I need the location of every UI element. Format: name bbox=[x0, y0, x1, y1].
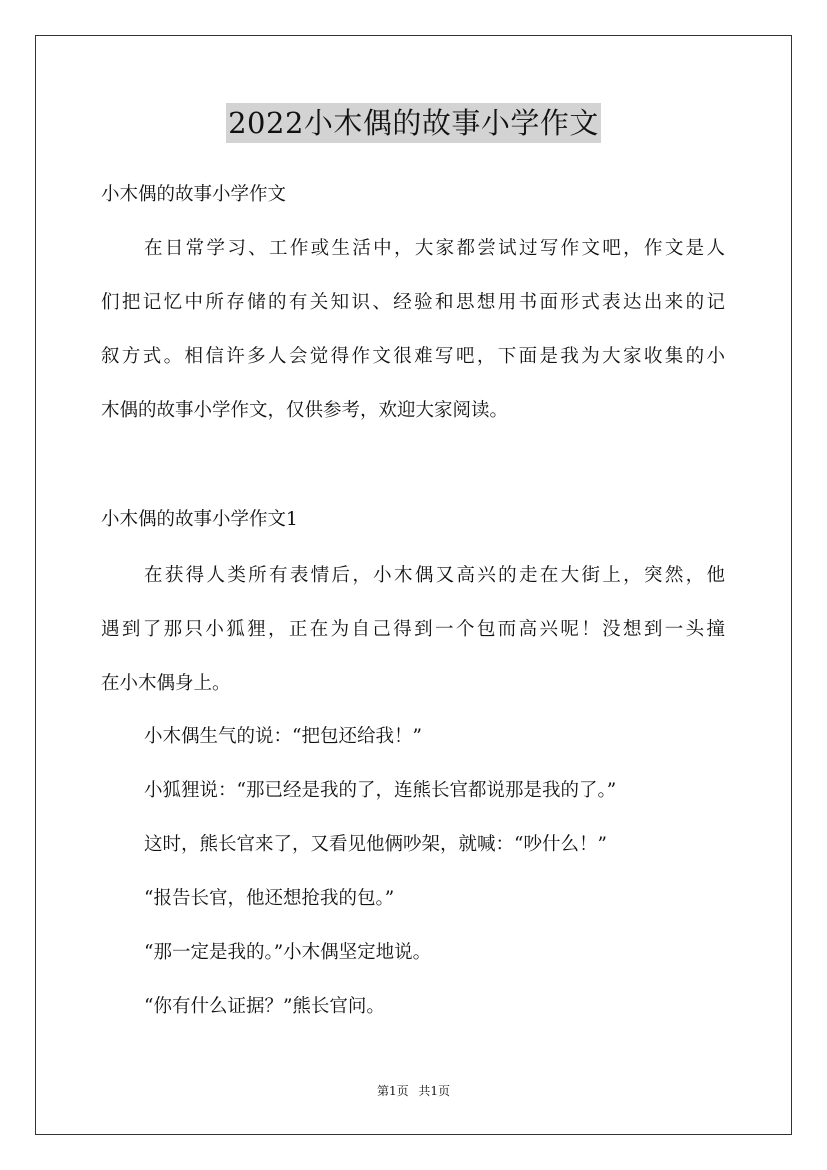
paragraph-line: 小木偶生气的说：“把包还给我！” bbox=[144, 726, 422, 747]
paragraph-line: 木偶的故事小学作文，仅供参考，欢迎大家阅读。 bbox=[101, 400, 509, 421]
page-total: 共1页 bbox=[418, 1084, 451, 1098]
paragraph-line: 在小木偶身上。 bbox=[101, 673, 231, 694]
paragraph-line: 叙方式。相信许多人会觉得作文很难写吧，下面是我为大家收集的小 bbox=[101, 346, 725, 367]
paragraph-line: 这时，熊长官来了，又看见他俩吵架，就喊：“吵什么！” bbox=[144, 834, 607, 855]
paragraph-line: 在日常学习、工作或生活中，大家都尝试过写作文吧，作文是人 bbox=[144, 238, 725, 259]
paragraph-line: 小狐狸说：“那已经是我的了，连熊长官都说那是我的了。” bbox=[144, 780, 617, 801]
section-heading: 小木偶的故事小学作文1 bbox=[101, 509, 298, 530]
paragraph-line: “报告长官，他还想抢我的包。” bbox=[144, 888, 395, 909]
paragraph-line: “你有什么证据？”熊长官问。 bbox=[144, 996, 385, 1017]
paragraph-line: 们把记忆中所存储的有关知识、经验和思想用书面形式表达出来的记 bbox=[101, 292, 725, 313]
document-title: 2022小木偶的故事小学作文 bbox=[226, 103, 601, 143]
paragraph-line: 遇到了那只小狐狸，正在为自己得到一个包而高兴呢！没想到一头撞 bbox=[101, 619, 725, 640]
title-container bbox=[0, 103, 827, 143]
page-footer bbox=[0, 1083, 827, 1099]
section-heading: 小木偶的故事小学作文 bbox=[101, 184, 287, 205]
page-number: 第1页 bbox=[376, 1084, 409, 1098]
paragraph-line: 在获得人类所有表情后，小木偶又高兴的走在大街上，突然，他 bbox=[144, 565, 725, 586]
paragraph-line: “那一定是我的。”小木偶坚定地说。 bbox=[144, 942, 432, 963]
